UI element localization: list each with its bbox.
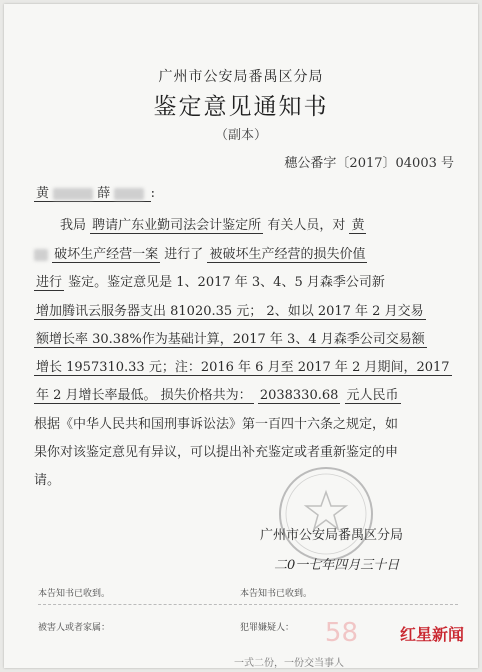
body-line-8	[34, 413, 398, 432]
text-segment: 我局	[60, 218, 87, 233]
body-line-3	[34, 271, 385, 290]
watermark-number: 58	[324, 618, 358, 648]
addressee-line	[34, 182, 155, 201]
divider	[38, 604, 458, 605]
document-title: 鉴定意见通知书	[153, 94, 329, 120]
signing-agency: 广州市公安局番禺区分局	[260, 528, 404, 543]
text-segment: 增长 1957310.33 元；注：2016 年 6 月至 2017 年 2 月期间，2017	[36, 360, 450, 375]
redaction-block	[34, 249, 48, 261]
document-number: 穗公番字〔2017〕04003 号	[284, 156, 454, 171]
appraisal-subject: 被破坏生产经营的损失价值	[209, 247, 366, 262]
addressee-prefix: 黄	[36, 186, 50, 201]
body-line-2	[34, 243, 367, 262]
case-name: 破坏生产经营一案	[54, 247, 159, 262]
text-segment: 年 2 月增长率最低。 损失价格共为：	[36, 388, 252, 403]
text-segment: 根据《中华人民共和国刑事诉讼法》第一百四十六条之规定，如	[34, 417, 399, 432]
body-line-10	[34, 469, 60, 488]
footer-note: 一式二份，一份交当事人	[234, 658, 344, 668]
addressee-name	[34, 186, 151, 202]
body-line-4	[34, 300, 426, 319]
receipt-right-top: 本告知书已收到。	[240, 589, 313, 599]
body-line-7	[34, 384, 401, 403]
text-segment: 果你对该鉴定意见有异议，可以提出补充鉴定或者重新鉴定的申	[34, 445, 399, 460]
receipt-left-top: 本告知书已收到。	[38, 589, 111, 599]
text-segment: 进行	[36, 275, 63, 290]
receipt-right-bottom: 犯罪嫌疑人：	[240, 623, 295, 633]
body-line-1	[60, 214, 366, 233]
document-page	[4, 4, 478, 668]
text-segment: 请。	[34, 473, 61, 488]
text-segment: 有关人员，对	[267, 218, 346, 233]
text-segment: 鉴定。鉴定意见是 1、2017 年 3、4、5 月森季公司新	[68, 275, 385, 290]
redaction-block	[114, 188, 144, 200]
addressee-suffix: :	[150, 186, 155, 201]
receipt-left-bottom: 被害人或者家属：	[38, 623, 111, 633]
copy-label: （副本）	[214, 128, 267, 143]
redaction-block	[53, 188, 93, 200]
appraiser-name: 聘请广东业勤司法会计鉴定所	[92, 218, 262, 233]
signing-date: 二0一七年四月三十日	[274, 558, 400, 573]
text-segment: 进行了	[164, 247, 204, 262]
addressee-middle: 薛	[97, 186, 111, 201]
issuing-agency: 广州市公安局番禺区分局	[158, 69, 324, 85]
body-line-5	[34, 328, 427, 347]
loss-amount: 2038330.68	[259, 388, 339, 403]
text-segment: 元人民币	[346, 388, 399, 403]
body-line-9	[34, 441, 398, 460]
text-segment: 增加腾讯云服务器支出 81020.35 元； 2、如以 2017 年 2 月交易	[36, 304, 424, 319]
body-line-6	[34, 356, 452, 375]
text-segment: 额增长率 30.38%作为基础计算，2017 年 3、4 月森季公司交易额	[36, 332, 425, 347]
news-logo: 红星新闻	[399, 625, 464, 644]
suspect-name: 黄	[351, 218, 365, 233]
